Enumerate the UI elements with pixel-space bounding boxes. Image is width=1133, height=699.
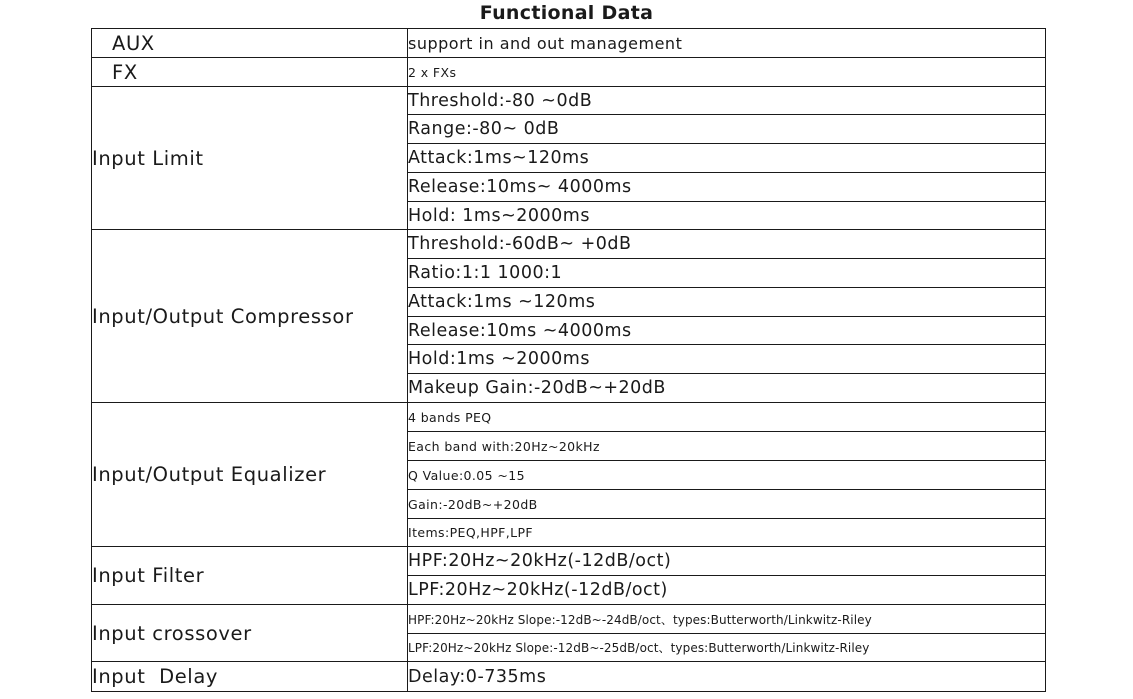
- row-value: LPF:20Hz~20kHz Slope:-12dB~-25dB/oct、types:Butterworth/Linkwitz-Riley: [408, 634, 1046, 662]
- row-value: support in and out management: [408, 29, 1046, 58]
- table-row: [92, 662, 1046, 692]
- row-value: Hold: 1ms~2000ms: [408, 202, 1046, 230]
- table-row: [92, 230, 1046, 259]
- row-value: Hold:1ms ~2000ms: [408, 345, 1046, 374]
- row-value: HPF:20Hz~20kHz(-12dB/oct): [408, 547, 1046, 576]
- row-label-aux: AUX: [92, 29, 408, 58]
- table-row: [92, 605, 1046, 634]
- table-row: [92, 29, 1046, 58]
- row-value: Gain:-20dB~+20dB: [408, 490, 1046, 519]
- row-value: Attack:1ms ~120ms: [408, 288, 1046, 317]
- row-value: HPF:20Hz~20kHz Slope:-12dB~-24dB/oct、types:Butterworth/Linkwitz-Riley: [408, 605, 1046, 634]
- row-value: Threshold:-60dB~ +0dB: [408, 230, 1046, 259]
- row-label-delay: Input Delay: [92, 662, 408, 692]
- table-row: [92, 58, 1046, 87]
- row-label-equalizer: Input/Output Equalizer: [92, 403, 408, 547]
- row-value: Attack:1ms~120ms: [408, 144, 1046, 173]
- row-value: Release:10ms~ 4000ms: [408, 173, 1046, 202]
- row-value: Delay:0-735ms: [408, 662, 1046, 692]
- row-value: Each band with:20Hz~20kHz: [408, 432, 1046, 461]
- table-row: [92, 87, 1046, 115]
- row-value: 2 x FXs: [408, 58, 1046, 87]
- row-value: Items:PEQ,HPF,LPF: [408, 519, 1046, 547]
- table-row: [92, 547, 1046, 576]
- row-value: Ratio:1:1 1000:1: [408, 259, 1046, 288]
- row-value: Threshold:-80 ~0dB: [408, 87, 1046, 115]
- row-label-compressor: Input/Output Compressor: [92, 230, 408, 403]
- row-label-input-filter: Input Filter: [92, 547, 408, 605]
- row-label-input-limit: Input Limit: [92, 87, 408, 230]
- row-label-crossover: Input crossover: [92, 605, 408, 662]
- row-value: 4 bands PEQ: [408, 403, 1046, 432]
- row-value: Range:-80~ 0dB: [408, 115, 1046, 144]
- row-value: LPF:20Hz~20kHz(-12dB/oct): [408, 576, 1046, 605]
- row-label-fx: FX: [92, 58, 408, 87]
- table-row: [92, 403, 1046, 432]
- functional-data-table: [91, 28, 1046, 692]
- row-value: Release:10ms ~4000ms: [408, 317, 1046, 345]
- page-title: Functional Data: [479, 2, 654, 24]
- row-value: Makeup Gain:-20dB~+20dB: [408, 374, 1046, 403]
- row-value: Q Value:0.05 ~15: [408, 461, 1046, 490]
